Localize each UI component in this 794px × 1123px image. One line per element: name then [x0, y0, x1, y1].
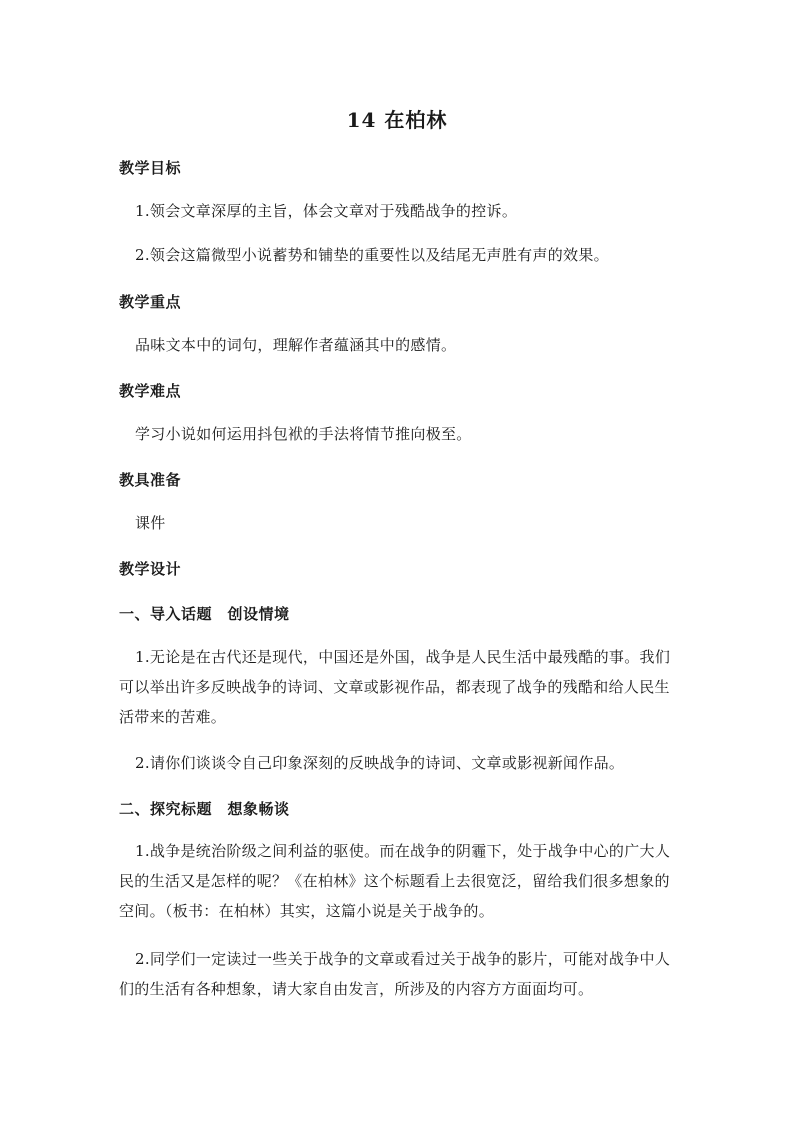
part2-paragraph-1: 1.战争是统治阶级之间利益的驱使。而在战争的阴霾下，处于战争中心的广大人民的生活又是怎样的呢？《在柏林》这个标题看上去很宽泛，留给我们很多想象的空间。（板书：在柏林）其实，这篇小说是关于战争的。: [119, 842, 671, 920]
part2-paragraph-2: 2.同学们一定读过一些关于战争的文章或看过关于战争的影片，可能对战争中人们的生活有各种想象，请大家自由发言，所涉及的内容方方面面均可。: [119, 950, 671, 998]
part1-paragraph-2: 2.请你们谈谈令自己印象深刻的反映战争的诗词、文章或影视新闻作品。: [135, 754, 625, 772]
goal-item-1: 1.领会文章深厚的主旨，体会文章对于残酷战争的控诉。: [135, 202, 518, 220]
key-text: 品味文本中的词句，理解作者蕴涵其中的感情。: [135, 336, 457, 354]
tools-text: 课件: [135, 514, 166, 532]
key-heading: 教学重点: [119, 293, 182, 311]
goal-item-2: 2.领会这篇微型小说蓄势和铺垫的重要性以及结尾无声胜有声的效果。: [135, 246, 609, 264]
part2-heading: 二、探究标题 想象畅谈: [119, 800, 290, 818]
difficulty-heading: 教学难点: [119, 382, 182, 400]
goals-heading: 教学目标: [119, 159, 182, 177]
design-heading: 教学设计: [119, 560, 182, 578]
difficulty-text: 学习小说如何运用抖包袱的手法将情节推向极至。: [135, 425, 472, 443]
part1-heading: 一、导入话题 创设情境: [119, 605, 290, 623]
part1-paragraph-1: 1.无论是在古代还是现代，中国还是外国，战争是人民生活中最残酷的事。我们可以举出许多反映战争的诗词、文章或影视作品，都表现了战争的残酷和给人民生活带来的苦难。: [119, 648, 671, 726]
tools-heading: 教具准备: [119, 471, 182, 489]
page-title: 14 在柏林: [346, 108, 448, 132]
